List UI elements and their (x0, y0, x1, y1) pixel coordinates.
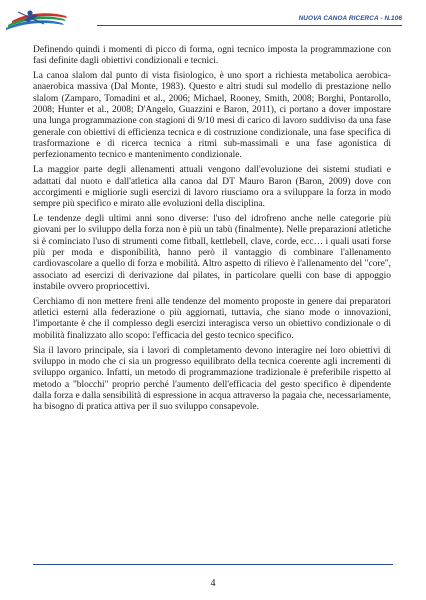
page-header (0, 0, 426, 36)
footer-rule (33, 564, 393, 565)
header-rule (97, 25, 402, 26)
paragraph: Le tendenze degli ultimi anni sono diverse: l'uso del idrofreno anche nelle categorie più giovani per lo sviluppo della forza non è più un tabù (finalmente). Nelle preparazioni atletiche si è cominciato l'uso di strumenti come fitball, kettlebell, clave, corde, ecc… i quali usati forse più per moda e disponibilità, hanno però il vantaggio di combinare l'allenamento cardiovascolare a quello di forza e mobilità. Altro aspetto di rilievo è l'allenamento del "core", associato ad esercizi di derivazione dal pilates, in particolare quelli con base di appoggio instabile ovvero propriocettivi. (33, 213, 391, 293)
paragraph: Definendo quindi i momenti di picco di forma, ogni tecnico imposta la programmazione con fasi definite dagli obiettivi condizionali e tecnici. (33, 45, 391, 67)
paragraph: La canoa slalom dal punto di vista fisiologico, è uno sport a richiesta metabolica aerobica-anaerobica massiva (Dal Monte, 1983). Questo e altri studi sul modello di prestazione nello slalom (Zamparo, Tomadini et al., 2006; Michael, Rooney, Smith, 2008; Borghi, Pontarollo, 2008; Hunter et al., 2008; D'Angelo, Guazzini e Baron, 2011), ci portano a dover impostare una lunga programmazione con stagioni di 9/10 mesi di carico di lavoro suddiviso da una fase generale con obiettivi di efficienza tecnica e di costruzione condizionale, una fase specifica di trasformazione e di ricerca tecnica a ritmi sub-massimali e una fase agonistica di perfezionamento tecnico e mantenimento condizionale. (33, 71, 391, 161)
paragraph: Sia il lavoro principale, sia i lavori di completamento devono interagire nei loro obiettivi di sviluppo in modo che ci sia un progresso equilibrato della tecnica coerente agli incrementi di sviluppo organico. Infatti, un metodo di programmazione tradizionale è preferibile rispetto al metodo a "blocchi" proprio perché l'aumento dell'efficacia del gesto specifico è dipendente dalla forza e dalla sensibilità di espressione in acqua attraverso la pagaia che, necessariamente, ha bisogno di pratica attiva per il suo sviluppo consapevole. (33, 345, 391, 413)
paragraph: Cerchiamo di non mettere freni alle tendenze del momento proposte in genere dai preparatori atletici esterni alla federazione o più aggiornati, tuttavia, che siano mode o innovazioni, l'importante è che il complesso degli esercizi interagisca verso un obiettivo condizionale o di mobilità finalizzato allo scopo: l'efficacia del gesto tecnico specifico. (33, 296, 391, 341)
federation-logo-icon (4, 6, 96, 34)
page-number: 4 (210, 578, 216, 589)
journal-title: NUOVA CANOA RICERCA - N.106 (298, 15, 402, 22)
article-body (33, 45, 391, 417)
paragraph: La maggior parte degli allenamenti attuali vengono dall'evoluzione dei sistemi studiati e adattati dal nuoto e dall'atletica alla canoa dal DT Mauro Baron (Baron, 2009) dove con accorgimenti e migliorie sugli esercizi di lavoro riusciamo ora a sviluppare la forza in modo sempre più specifico e mirato alle evoluzioni della disciplina. (33, 165, 391, 210)
